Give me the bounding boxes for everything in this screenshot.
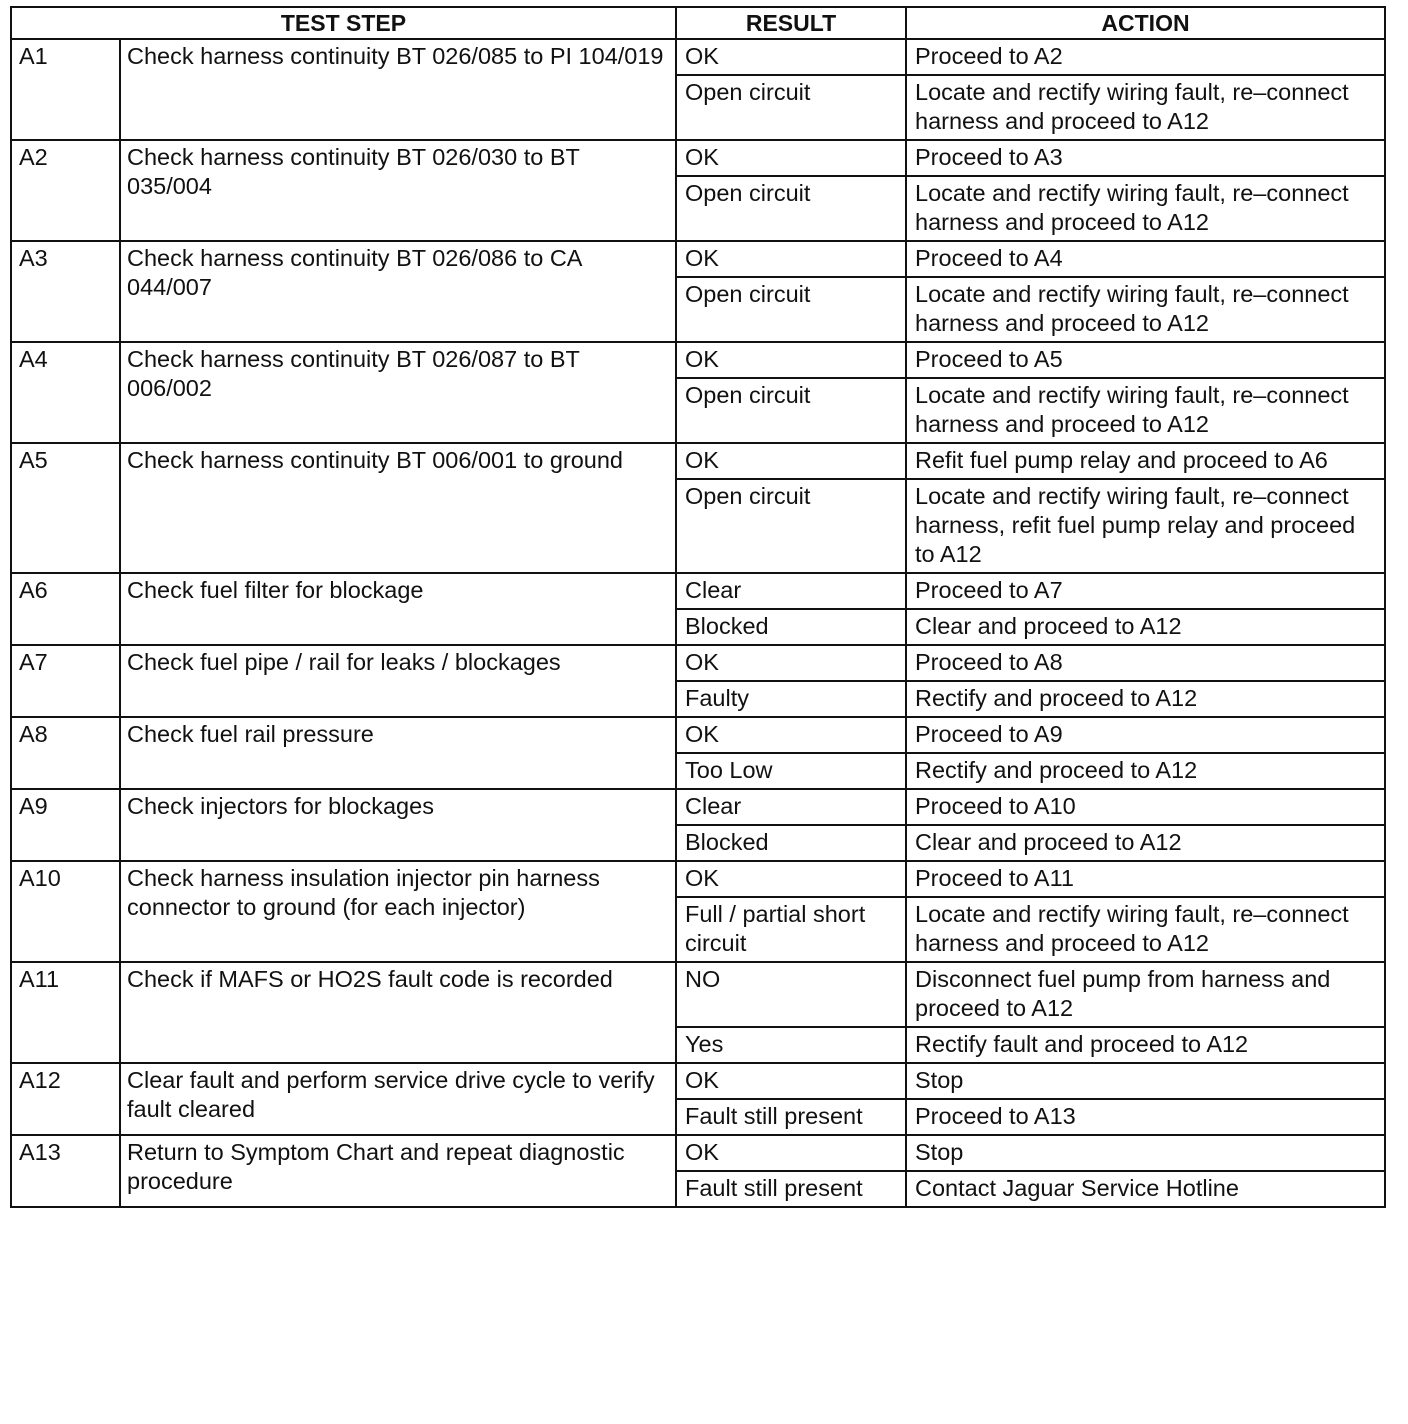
- step-id: A9: [11, 789, 120, 861]
- step-id: A12: [11, 1063, 120, 1135]
- result-cell: Fault still present: [676, 1171, 906, 1207]
- action-cell: Clear and proceed to A12: [906, 609, 1385, 645]
- action-cell: Locate and rectify wiring fault, re–connect harness and proceed to A12: [906, 75, 1385, 140]
- step-description: Check injectors for blockages: [120, 789, 676, 861]
- header-test-step: TEST STEP: [11, 7, 676, 39]
- table-row: [11, 717, 1385, 753]
- result-cell: Open circuit: [676, 378, 906, 443]
- result-cell: OK: [676, 241, 906, 277]
- action-cell: Proceed to A9: [906, 717, 1385, 753]
- diagnostic-table-container: [10, 6, 1386, 1208]
- result-cell: Fault still present: [676, 1099, 906, 1135]
- table-row: [11, 573, 1385, 609]
- result-cell: Faulty: [676, 681, 906, 717]
- step-id: A1: [11, 39, 120, 140]
- step-description: Return to Symptom Chart and repeat diagnostic procedure: [120, 1135, 676, 1207]
- table-row: [11, 140, 1385, 176]
- result-cell: OK: [676, 717, 906, 753]
- header-result: RESULT: [676, 7, 906, 39]
- step-description: Check harness continuity BT 026/030 to BT 035/004: [120, 140, 676, 241]
- table-row: [11, 39, 1385, 75]
- table-row: [11, 342, 1385, 378]
- header-action: ACTION: [906, 7, 1385, 39]
- table-row: [11, 443, 1385, 479]
- result-cell: Open circuit: [676, 75, 906, 140]
- step-id: A4: [11, 342, 120, 443]
- result-cell: OK: [676, 443, 906, 479]
- action-cell: Disconnect fuel pump from harness and proceed to A12: [906, 962, 1385, 1027]
- step-id: A6: [11, 573, 120, 645]
- diagnostic-table: [10, 6, 1386, 1208]
- result-cell: Yes: [676, 1027, 906, 1063]
- action-cell: Locate and rectify wiring fault, re–connect harness, refit fuel pump relay and proceed to A12: [906, 479, 1385, 573]
- result-cell: OK: [676, 140, 906, 176]
- step-description: Check harness continuity BT 006/001 to ground: [120, 443, 676, 573]
- result-cell: OK: [676, 342, 906, 378]
- step-id: A13: [11, 1135, 120, 1207]
- action-cell: Rectify and proceed to A12: [906, 753, 1385, 789]
- action-cell: Rectify and proceed to A12: [906, 681, 1385, 717]
- result-cell: Too Low: [676, 753, 906, 789]
- step-description: Clear fault and perform service drive cycle to verify fault cleared: [120, 1063, 676, 1135]
- action-cell: Refit fuel pump relay and proceed to A6: [906, 443, 1385, 479]
- result-cell: Open circuit: [676, 479, 906, 573]
- table-row: [11, 1063, 1385, 1099]
- action-cell: Clear and proceed to A12: [906, 825, 1385, 861]
- action-cell: Proceed to A4: [906, 241, 1385, 277]
- result-cell: OK: [676, 645, 906, 681]
- action-cell: Rectify fault and proceed to A12: [906, 1027, 1385, 1063]
- result-cell: Open circuit: [676, 176, 906, 241]
- action-cell: Contact Jaguar Service Hotline: [906, 1171, 1385, 1207]
- step-id: A5: [11, 443, 120, 573]
- table-row: [11, 1135, 1385, 1171]
- step-id: A7: [11, 645, 120, 717]
- step-id: A3: [11, 241, 120, 342]
- step-id: A2: [11, 140, 120, 241]
- table-row: [11, 645, 1385, 681]
- table-row: [11, 962, 1385, 1027]
- step-description: Check harness continuity BT 026/087 to BT 006/002: [120, 342, 676, 443]
- step-id: A11: [11, 962, 120, 1063]
- action-cell: Locate and rectify wiring fault, re–connect harness and proceed to A12: [906, 378, 1385, 443]
- step-description: Check fuel rail pressure: [120, 717, 676, 789]
- result-cell: OK: [676, 1135, 906, 1171]
- result-cell: OK: [676, 861, 906, 897]
- action-cell: Proceed to A2: [906, 39, 1385, 75]
- step-description: Check fuel filter for blockage: [120, 573, 676, 645]
- action-cell: Locate and rectify wiring fault, re–connect harness and proceed to A12: [906, 277, 1385, 342]
- result-cell: Blocked: [676, 825, 906, 861]
- action-cell: Proceed to A13: [906, 1099, 1385, 1135]
- result-cell: Clear: [676, 789, 906, 825]
- result-cell: OK: [676, 1063, 906, 1099]
- action-cell: Locate and rectify wiring fault, re–connect harness and proceed to A12: [906, 897, 1385, 962]
- step-description: Check fuel pipe / rail for leaks / blockages: [120, 645, 676, 717]
- action-cell: Proceed to A7: [906, 573, 1385, 609]
- header-row: [11, 7, 1385, 39]
- result-cell: NO: [676, 962, 906, 1027]
- table-body: [11, 39, 1385, 1207]
- action-cell: Locate and rectify wiring fault, re–connect harness and proceed to A12: [906, 176, 1385, 241]
- step-id: A8: [11, 717, 120, 789]
- step-description: Check if MAFS or HO2S fault code is recorded: [120, 962, 676, 1063]
- table-row: [11, 861, 1385, 897]
- action-cell: Stop: [906, 1135, 1385, 1171]
- step-id: A10: [11, 861, 120, 962]
- result-cell: OK: [676, 39, 906, 75]
- step-description: Check harness continuity BT 026/086 to CA 044/007: [120, 241, 676, 342]
- result-cell: Clear: [676, 573, 906, 609]
- step-description: Check harness continuity BT 026/085 to PI 104/019: [120, 39, 676, 140]
- action-cell: Proceed to A11: [906, 861, 1385, 897]
- step-description: Check harness insulation injector pin harness connector to ground (for each injector): [120, 861, 676, 962]
- result-cell: Blocked: [676, 609, 906, 645]
- table-row: [11, 789, 1385, 825]
- action-cell: Proceed to A8: [906, 645, 1385, 681]
- action-cell: Proceed to A10: [906, 789, 1385, 825]
- table-row: [11, 241, 1385, 277]
- action-cell: Stop: [906, 1063, 1385, 1099]
- result-cell: Full / partial short circuit: [676, 897, 906, 962]
- action-cell: Proceed to A3: [906, 140, 1385, 176]
- result-cell: Open circuit: [676, 277, 906, 342]
- action-cell: Proceed to A5: [906, 342, 1385, 378]
